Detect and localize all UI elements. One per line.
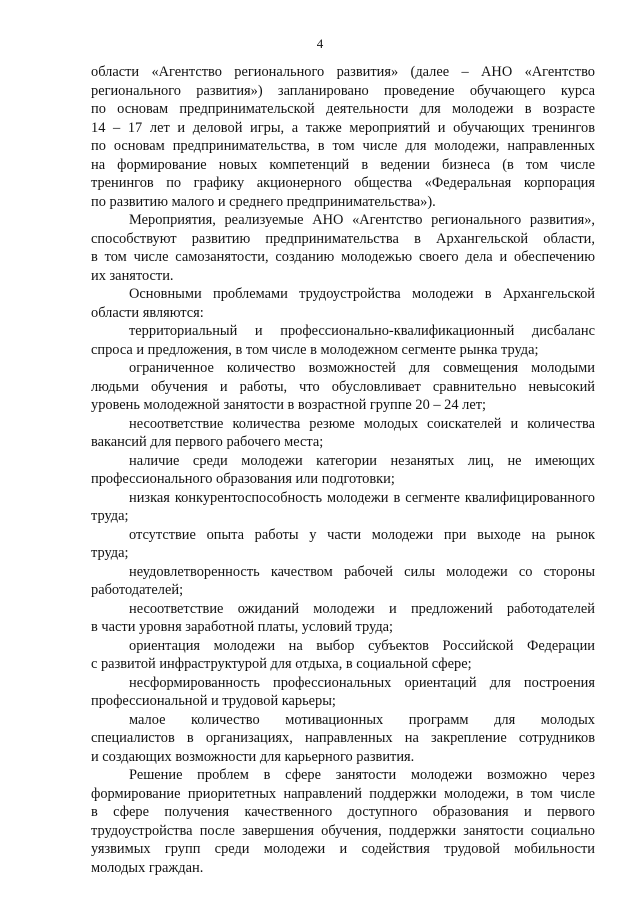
text-line: низкая конкурентоспособность молодежи в сегменте квалифицированного	[129, 489, 595, 506]
body-text	[91, 63, 595, 877]
text-line: работодателей;	[91, 582, 184, 598]
text-line: ограниченное количество возможностей для совмещения молодыми	[129, 360, 595, 376]
text-line: труда;	[91, 545, 129, 561]
text-line: профессионального образования или подготовки;	[91, 471, 395, 487]
text-line: 14 – 17 лет и деловой игры, а также мероприятий и обучающих тренингов	[91, 119, 595, 136]
text-line: неудовлетворенность качеством рабочей силы молодежи со стороны	[129, 563, 595, 580]
text-line: наличие среди молодежи категории незанятых лиц, не имеющих	[129, 452, 595, 469]
page-number: 4	[316, 36, 324, 51]
text-line: людьми обучения и работы, что обусловливает сравнительно невысокий	[91, 378, 595, 395]
text-line: формирование приоритетных направлений поддержки молодежи, в том числе	[91, 785, 595, 802]
text-line: на формирование новых компетенций в ведении бизнеса (в том числе	[91, 156, 595, 173]
text-line: трудоустройства после завершения обучения, поддержки занятости социально	[91, 822, 595, 839]
text-line: их занятости.	[91, 267, 174, 284]
text-line: несоответствие количества резюме молодых соискателей и количества	[129, 415, 595, 432]
text-line: специалистов в организациях, направленных на закрепление сотрудников	[91, 730, 595, 746]
text-line: и создающих возможности для карьерного развития.	[91, 748, 415, 765]
text-line: в части уровня заработной платы, условий труда;	[91, 619, 394, 635]
text-line: по основам предпринимательства, в том числе для молодежи, направленных	[91, 138, 595, 154]
text-line: Решение проблем в сфере занятости молодежи возможно через	[129, 767, 595, 783]
text-line: уровень молодежной занятости в возрастной группе 20 – 24 лет;	[91, 397, 487, 413]
text-line: отсутствие опыта работы у части молодежи при выходе на рынок	[129, 526, 595, 543]
text-line: по основам предпринимательской деятельности для молодежи в возрасте	[91, 101, 595, 117]
text-line: молодых граждан.	[91, 859, 204, 876]
text-line: с развитой инфраструктурой для отдыха, в социальной сфере;	[91, 656, 472, 672]
text-line: уязвимых групп среди молодежи и содействия трудовой мобильности	[91, 841, 595, 857]
text-line: регионального развития») запланировано проведение обучающего курса	[91, 82, 595, 99]
text-line: области являются:	[91, 304, 204, 321]
text-line: в сфере получения качественного доступного образования и первого	[91, 804, 595, 820]
text-line: труда;	[91, 508, 129, 524]
text-line: несформированность профессиональных ориентаций для построения	[129, 674, 595, 691]
text-line: Мероприятия, реализуемые АНО «Агентство регионального развития»,	[129, 212, 595, 228]
text-line: по развитию малого и среднего предпринимательства»).	[91, 193, 436, 210]
text-line: территориальный и профессионально-квалификационный дисбаланс	[129, 323, 595, 339]
text-line: области «Агентство регионального развития» (далее – АНО «Агентство	[91, 64, 595, 80]
text-line: тренингов по графику акционерного общества «Федеральная корпорация	[91, 175, 595, 191]
text-line: способствуют развитию предпринимательства в Архангельской области,	[91, 230, 595, 247]
text-line: профессиональной и трудовой карьеры;	[91, 693, 336, 709]
text-line: ориентация молодежи на выбор субъектов Российской Федерации	[129, 637, 595, 654]
text-line: в том числе самозанятости, созданию молодежью своего дела и обеспечению	[91, 249, 595, 265]
text-line: спроса и предложения, в том числе в молодежном сегменте рынка труда;	[91, 341, 539, 358]
text-line: несоответствие ожиданий молодежи и предложений работодателей	[129, 600, 595, 617]
text-line: Основными проблемами трудоустройства молодежи в Архангельской	[129, 286, 595, 302]
text-line: малое количество мотивационных программ для молодых	[129, 711, 595, 728]
text-line: вакансий для первого рабочего места;	[91, 434, 324, 450]
